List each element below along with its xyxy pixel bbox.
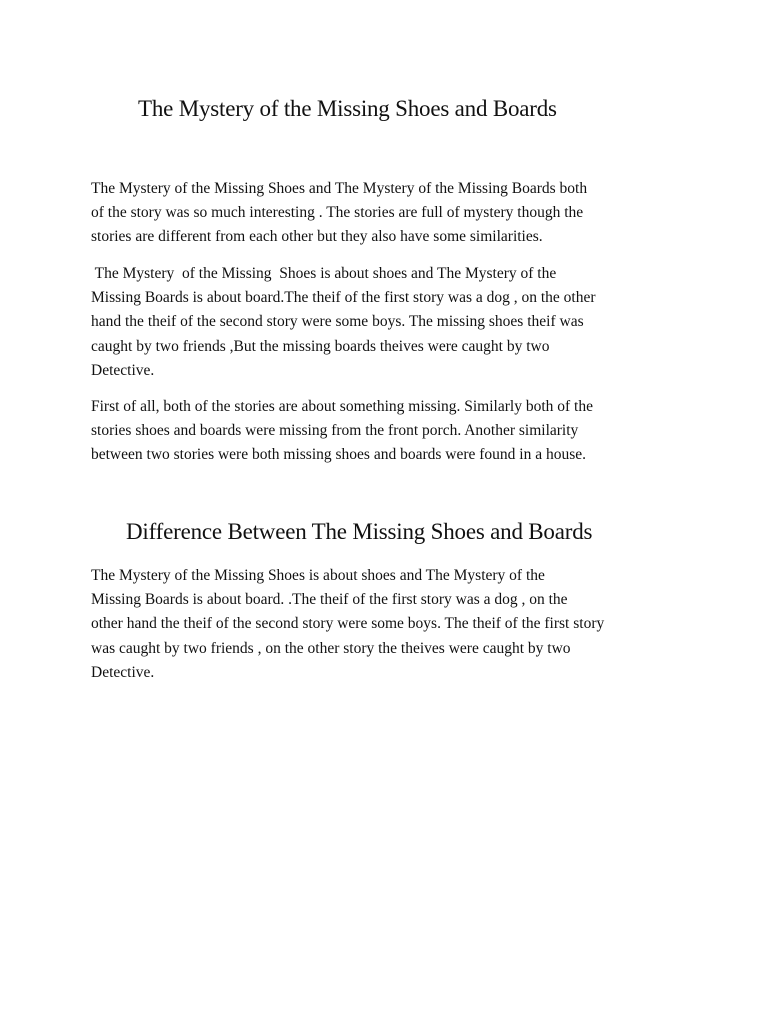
paragraph-line: Missing Boards is about board.The theif of the first story was a dog , on the other bbox=[91, 289, 596, 307]
paragraph-line: other hand the theif of the second story were some boys. The theif of the first story bbox=[91, 615, 605, 633]
paragraph-line: caught by two friends ,But the missing boards theives were caught by two bbox=[91, 337, 550, 355]
paragraph-line: hand the theif of the second story were some boys. The missing shoes theif was bbox=[91, 313, 584, 331]
paragraph-line: The Mystery of the Missing Shoes is about shoes and The Mystery of the bbox=[91, 567, 545, 584]
paragraph-line: Detective. bbox=[91, 663, 155, 681]
paragraph-line: The Mystery of the Missing Shoes is about shoes and The Mystery of the bbox=[91, 265, 557, 282]
paragraph-line: was caught by two friends , on the other story the theives were caught by two bbox=[91, 639, 571, 657]
paragraph-line: between two stories were both missing shoes and boards were found in a house. bbox=[91, 446, 587, 464]
comparison-paragraph bbox=[91, 262, 691, 383]
paragraph-line: First of all, both of the stories are about something missing. Similarly both of the bbox=[91, 398, 593, 415]
paragraph-line: stories are different from each other but they also have some similarities. bbox=[91, 228, 543, 246]
difference-paragraph bbox=[91, 564, 691, 685]
paragraph-line: Missing Boards is about board. .The theif of the first story was a dog , on the bbox=[91, 591, 568, 609]
paragraph-line: stories shoes and boards were missing from the front porch. Another similarity bbox=[91, 422, 579, 440]
difference-heading: Difference Between The Missing Shoes and Boards bbox=[126, 519, 593, 544]
paragraph-line: Detective. bbox=[91, 361, 155, 379]
intro-paragraph bbox=[91, 177, 691, 250]
paragraph-line: The Mystery of the Missing Shoes and The Mystery of the Missing Boards both bbox=[91, 180, 588, 197]
paragraph-line: of the story was so much interesting . The stories are full of mystery though the bbox=[91, 204, 584, 222]
similarities-paragraph bbox=[91, 395, 691, 468]
document-title: The Mystery of the Missing Shoes and Boards bbox=[138, 96, 557, 121]
